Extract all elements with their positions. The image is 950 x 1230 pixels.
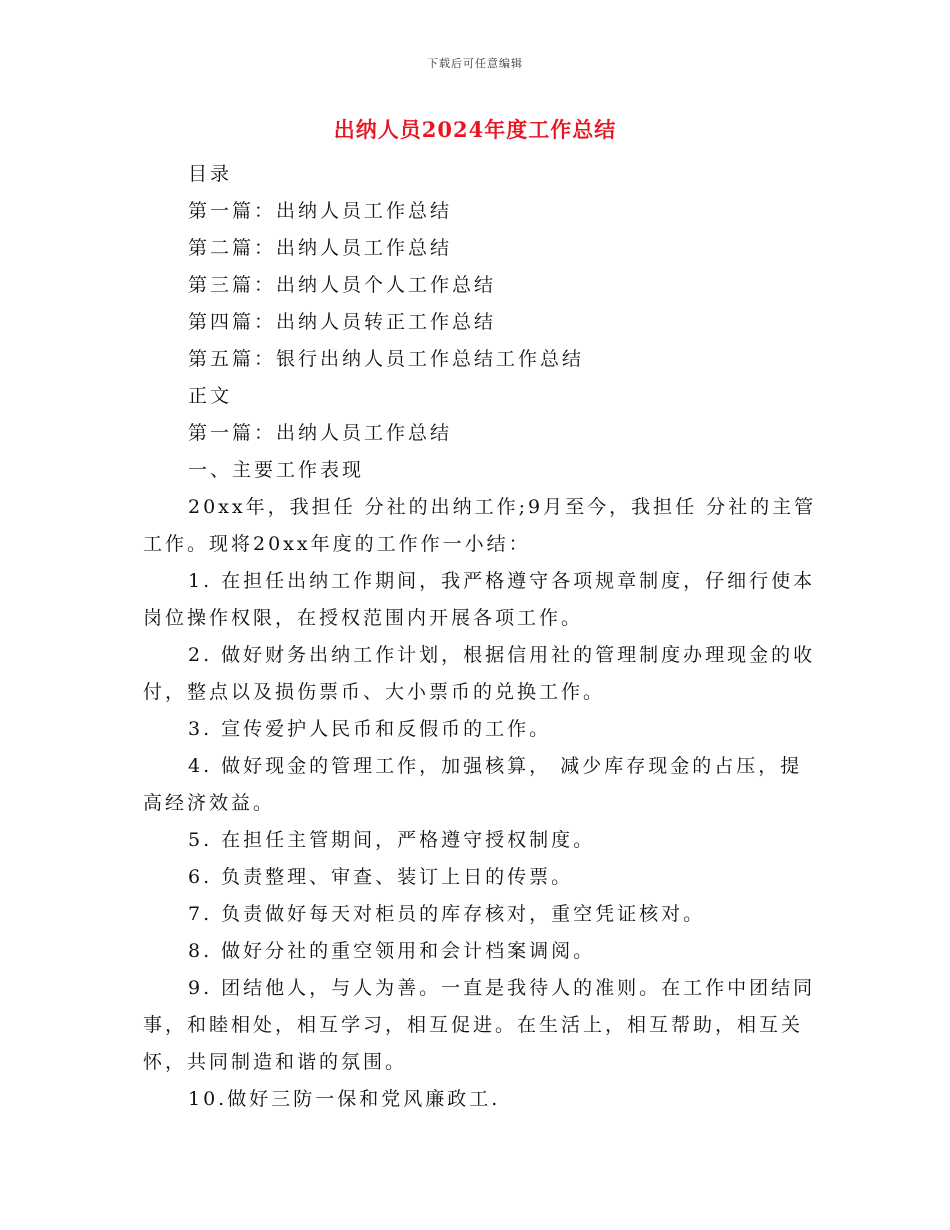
paragraph-line: 9. 团结他人，与人为善。一直是我待人的准则。在工作中团结同 xyxy=(188,977,816,999)
paragraph-line: 3. 宣传爱护人民币和反假币的工作。 xyxy=(188,718,552,740)
list-item xyxy=(143,563,816,637)
toc-item: 第三篇：出纳人员个人工作总结 xyxy=(188,274,497,296)
list-item xyxy=(143,1081,807,1118)
paragraph-line: 高经济效益。 xyxy=(143,792,276,814)
paragraph-line: 6. 负责整理、审查、装订上日的传票。 xyxy=(188,866,574,888)
paragraph-line: 5. 在担任主管期间，严格遵守授权制度。 xyxy=(188,829,596,851)
document-title: 出纳人员2024年度工作总结 xyxy=(333,117,617,142)
paragraph-line: 2. 做好财务出纳工作计划，根据信用社的管理制度办理现金的收 xyxy=(188,644,816,666)
paragraph-line: 10.做好三防一保和党风廉政工. xyxy=(188,1088,501,1110)
paragraph-line: 付，整点以及损伤票币、大小票币的兑换工作。 xyxy=(143,681,606,703)
header-note: 下载后可任意编辑 xyxy=(427,57,523,70)
paragraph-line: 事，和睦相处，相互学习，相互促进。在生活上，相互帮助，相互关 xyxy=(143,1014,804,1036)
toc-item: 第二篇：出纳人员工作总结 xyxy=(188,237,453,259)
paragraph-line: 20xx年，我担任 分社的出纳工作;9月至今，我担任 分社的主管 xyxy=(188,496,817,518)
list-item xyxy=(143,970,816,1081)
list-item xyxy=(143,859,807,896)
list-item xyxy=(143,748,807,822)
paragraph-line: 工作。现将20xx年度的工作作一小结： xyxy=(143,533,531,555)
list-item xyxy=(143,933,807,970)
paragraph-line: 怀，共同制造和谐的氛围。 xyxy=(143,1051,408,1073)
paragraph-line: 7. 负责做好每天对柜员的库存核对，重空凭证核对。 xyxy=(188,903,706,925)
paragraph-line: 岗位操作权限，在授权范围内开展各项工作。 xyxy=(143,607,584,629)
paragraph-line: 8. 做好分社的重空领用和会计档案调阅。 xyxy=(188,940,596,962)
paragraph-line: 4. 做好现金的管理工作，加强核算， 减少库存现金的占压，提 xyxy=(188,755,803,777)
toc-item: 第一篇：出纳人员工作总结 xyxy=(188,200,453,222)
toc-item: 第五篇：银行出纳人员工作总结工作总结 xyxy=(188,348,585,370)
paragraph-line: 1. 在担任出纳工作期间，我严格遵守各项规章制度，仔细行使本 xyxy=(188,570,816,592)
document-body xyxy=(143,156,817,1118)
chapter-heading: 第一篇：出纳人员工作总结 xyxy=(188,422,453,444)
toc-heading: 目录 xyxy=(188,163,233,185)
list-item xyxy=(143,637,816,711)
toc-item: 第四篇：出纳人员转正工作总结 xyxy=(188,311,497,333)
list-item xyxy=(143,822,807,859)
section-heading: 一、主要工作表现 xyxy=(188,459,365,481)
list-item xyxy=(143,711,807,748)
body-heading: 正文 xyxy=(188,385,233,407)
list-item xyxy=(143,896,807,933)
intro-paragraph xyxy=(143,489,817,563)
